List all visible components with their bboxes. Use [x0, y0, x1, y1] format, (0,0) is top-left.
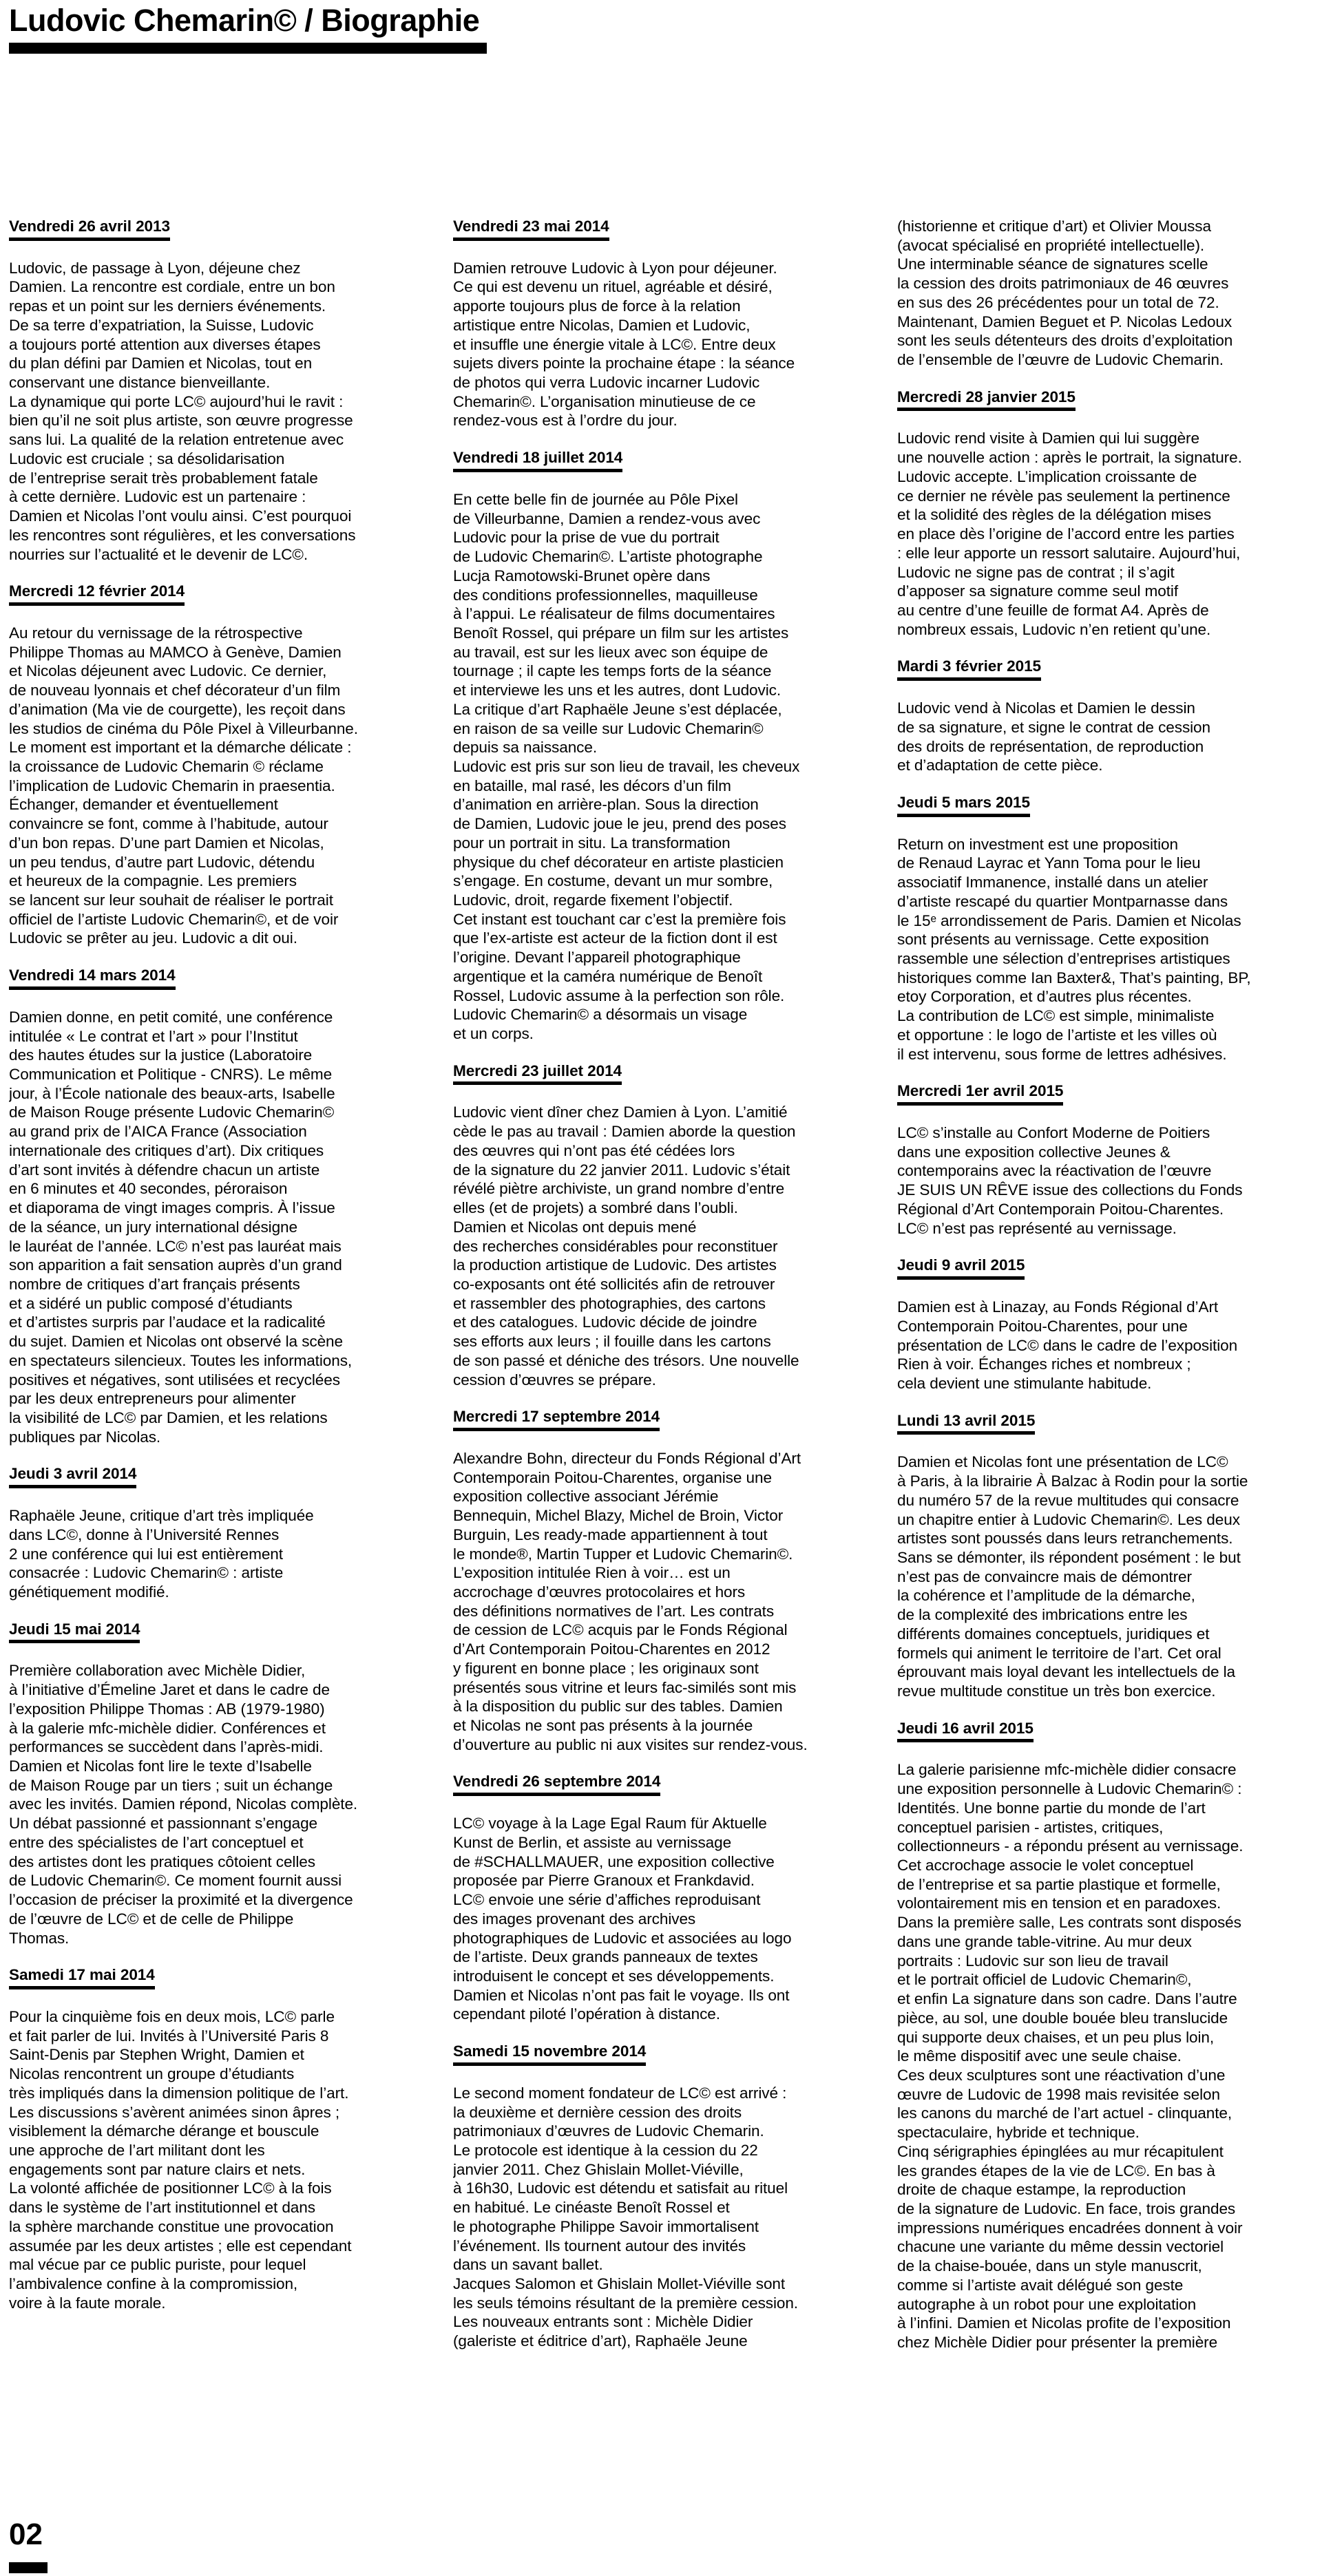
entry-date-heading: Mercredi 23 juillet 2014 — [453, 1062, 622, 1086]
entry-body-text: Ludovic rend visite à Damien qui lui suggère une nouvelle action : après le portrait, la signature. Ludovic accepte. L’implication croissante de ce dernier ne révèle pas seulement la pertinence et la solidité des règles de la délégation mises en place dès l’origine de l’accord entre les parties : elle leur apporte un ressort salutaire. Aujourd’hui, Ludovic ne signe pas de contrat ; il s’agit d’apposer sa signature comme seul motif au centre d’une feuille de format A4. Après de nombreux essais, Ludovic n’en retient qu’une. — [897, 430, 1242, 638]
entry-body-text: Ludovic vend à Nicolas et Damien le dessin de sa signature, et signe le contrat de cession des droits de représentation, de reproduction et d’adaptation de cette pièce. — [897, 699, 1210, 774]
entry-date-heading: Mercredi 28 janvier 2015 — [897, 388, 1076, 412]
timeline-entry — [9, 582, 426, 948]
timeline-entry — [453, 448, 870, 1044]
column-2 — [453, 217, 870, 2516]
entry-body-text: Alexandre Bohn, directeur du Fonds Régional d’Art Contemporain Poitou-Charentes, organise une exposition collective associant Jérémie Bennequin, Michel Blazy, Michel de Broin, Victor Burguin, Les ready-made appartiennent à tout le monde®, Martin Tupper et Ludovic Chemarin©. L’exposition intitulée Rien à voir… est un accrochage d’œuvres protocolaires et hors des définitions normatives de l’art. Les contrats de cession de LC© acquis par le Fonds Régional d’Art Contemporain Poitou-Charentes en 2012 y figurent en bonne place ; les originaux sont présentés sous vitrine et leurs fac-similés sont mis à la disposition du public sur des tables. Damien et Nicolas ne sont pas présents à la journée d’ouverture au public ni aux visites sur rendez-vous. — [453, 1449, 808, 1753]
entry-date-heading: Jeudi 9 avril 2015 — [897, 1256, 1025, 1280]
entry-date-heading: Vendredi 23 mai 2014 — [453, 217, 609, 241]
entry-date-heading: Vendredi 14 mars 2014 — [9, 966, 176, 990]
column-1 — [9, 217, 426, 2516]
page-title: Ludovic Chemarin© / Biographie — [9, 3, 480, 38]
entry-date-heading: Jeudi 5 mars 2015 — [897, 793, 1030, 817]
entry-date-heading: Mercredi 12 février 2014 — [9, 582, 185, 606]
timeline-entry — [897, 1411, 1314, 1701]
entry-date-heading: Jeudi 16 avril 2015 — [897, 1719, 1034, 1743]
entry-body-text: LC© s’installe au Confort Moderne de Poitiers dans une exposition collective Jeunes & contemporains avec la réactivation de l’œuvre JE SUIS UN RÊVE issue des collections du Fonds Régional d’Art Contemporain Poitou-Charentes. LC© n’est pas représenté au vernissage. — [897, 1124, 1243, 1237]
entry-body-text: Damien et Nicolas font une présentation de LC© à Paris, à la librairie À Balzac à Rodin pour la sortie du numéro 57 de la revue multitudes qui consacre un chapitre entier à Ludovic Chemarin©. Les deux artistes sont poussés dans leurs retranchements. Sans se démonter, ils répondent posément : le but n’est pas de convaincre mais de démontrer la cohérence et l’amplitude de la démarche, de la complexité des imbrications entre les différents domaines conceptuels, juridiques et formels qui animent le territoire de l’art. Cet oral éprouvant mais loyal devant les intellectuels de la revue multitude constitue un très bon exercice. — [897, 1453, 1248, 1700]
entry-body-text: Première collaboration avec Michèle Didier, à l’initiative d’Émeline Jaret et dans le cadre de l’exposition Philippe Thomas : AB (1979-1980) à la galerie mfc-michèle didier. Conférences et performances se succèdent dans l’après-midi. Damien et Nicolas font lire le texte d’Isabelle de Maison Rouge par un tiers ; suit un échange avec les invités. Damien répond, Nicolas complète. Un débat passionné et passionnant s’engage entre des spécialistes de l’art conceptuel et des artistes dont les pratiques côtoient celles de Ludovic Chemarin©. Ce moment fournit aussi l’occasion de préciser la proximité et la divergence de l’œuvre de LC© et de celle de Philippe Thomas. — [9, 1662, 358, 1947]
entry-body-text: En cette belle fin de journée au Pôle Pixel de Villeurbanne, Damien a rendez-vous avec Ludovic pour la prise de vue du portrait de Ludovic Chemarin©. L’artiste photographe Lucja Ramotowski-Brunet opère dans des conditions professionnelles, maquilleuse à l’appui. Le réalisateur de films documentaires Benoît Rossel, qui prépare un film sur les artistes au travail, est sur les lieux avec son équipe de tournage ; il capte les temps forts de la séance et interviewe les uns et les autres, dont Ludovic. La critique d’art Raphaële Jeune s’est déplacée, en raison de sa veille sur Ludovic Chemarin© depuis sa naissance. Ludovic est pris sur son lieu de travail, les cheveux en bataille, mal rasé, les décors d’un film d’animation en arrière-plan. Sous la direction de Damien, Ludovic joue le jeu, prend des poses pour un portrait in situ. La transformation physique du chef décorateur en artiste plasticien s’engage. En costume, devant un mur sombre, Ludovic, droit, regarde fixement l’objectif. Cet instant est touchant car c’est la première fois que l’ex-artiste est acteur de la fiction dont il est l’origine. Devant l’appareil photographique argentique et la caméra numérique de Benoît Rossel, Ludovic assume à la perfection son rôle. Ludovic Chemarin© a désormais un visage et un corps. — [453, 490, 800, 1043]
timeline-entry — [453, 217, 870, 430]
entry-date-heading: Mercredi 17 septembre 2014 — [453, 1407, 660, 1431]
entry-body-text: Le second moment fondateur de LC© est arrivé : la deuxième et dernière cession des droits patrimoniaux d’œuvres de Ludovic Chemarin. Le protocole est identique à la cession du 22 janvier 2011. Chez Ghislain Mollet-Viéville, à 16h30, Ludovic est détendu et satisfait au rituel en habitué. Le cinéaste Benoît Rossel et le photographe Philippe Savoir immortalisent l’événement. Ils tournent autour des invités dans un savant ballet. Jacques Salomon et Ghislain Mollet-Viéville sont les seuls témoins résultant de la première cession. Les nouveaux entrants sont : Michèle Didier (galeriste et éditrice d’art), Raphaële Jeune — [453, 2084, 798, 2350]
entry-body-text: Return on investment est une proposition de Renaud Layrac et Yann Toma pour le lieu associatif Immanence, installé dans un atelier d’artiste rescapé du quartier Montparnasse dans le 15ᵉ arrondissement de Paris. Damien et Nicolas sont présents au vernissage. Cette exposition rassemble une sélection d’entreprises artistiques historiques comme Ian Baxter&, That’s painting, BP, etoy Corporation, et d’autres plus récentes. La contribution de LC© est simple, minimaliste et opportune : le logo de l’artiste et les villes où il est intervenu, sous forme de lettres adhésives. — [897, 835, 1251, 1063]
entry-date-heading: Mercredi 1er avril 2015 — [897, 1081, 1063, 1106]
timeline-entry — [453, 2042, 870, 2351]
timeline-entry — [897, 1256, 1314, 1393]
entry-date-heading: Mardi 3 février 2015 — [897, 657, 1041, 681]
timeline-entry — [9, 966, 426, 1446]
entry-date-heading: Samedi 15 novembre 2014 — [453, 2042, 646, 2066]
timeline-entry — [453, 1772, 870, 2024]
timeline-entry — [453, 1407, 870, 1754]
timeline-entry — [9, 1965, 426, 2312]
timeline-entry — [897, 1081, 1314, 1238]
entry-date-heading: Vendredi 26 avril 2013 — [9, 217, 170, 241]
entry-body-text: Ludovic vient dîner chez Damien à Lyon. L’amitié cède le pas au travail : Damien aborde la question des œuvres qui n’ont pas été cédées lors de la signature du 22 janvier 2011. Ludovic s’était révélé piètre archiviste, un grand nombre d’entre elles (et de projets) a sombré dans l’oubli. Damien et Nicolas ont depuis mené des recherches considérables pour reconstituer la production artistique de Ludovic. Des artistes co-exposants ont été sollicités afin de retrouver et rassembler des photographies, des cartons et des catalogues. Ludovic décide de joindre ses efforts aux leurs ; il fouille dans les cartons de son passé et déniche des trésors. Une nouvelle cession d’œuvres se prépare. — [453, 1104, 799, 1389]
timeline-entry — [9, 217, 426, 564]
continued-paragraph: (historienne et critique d’art) et Olivier Moussa (avocat spécialisé en propriété intellectuelle). Une interminable séance de signatures scelle la cession des droits patrimoniaux de 46 œuvres en sus des 26 précédentes pour un total de 72. Maintenant, Damien Beguet et P. Nicolas Ledoux sont les seuls détenteurs des droits d’exploitation de l’ensemble de l’œuvre de Ludovic Chemarin. — [897, 218, 1233, 369]
entry-body-text: Au retour du vernissage de la rétrospective Philippe Thomas au MAMCO à Genève, Damien et Nicolas déjeunent avec Ludovic. Ce dernier, de nouveau lyonnais et chef décorateur d’un film d’animation (Ma vie de courgette), les reçoit dans les studios de cinéma du Pôle Pixel à Villeurbanne. Le moment est important et la démarche délicate : la croissance de Ludovic Chemarin © réclame l’implication de Ludovic Chemarin in praesentia. Échanger, demander et éventuellement convaincre se font, comme à l’habitude, autour d’un bon repas. D’une part Damien et Nicolas, un peu tendus, d’autre part Ludovic, détendu et heureux de la compagnie. Les premiers se lancent sur leur souhait de réaliser le portrait officiel de l’artiste Ludovic Chemarin©, et de voir Ludovic se prêter au jeu. Ludovic a dit oui. — [9, 624, 358, 947]
title-underline-bar — [9, 43, 487, 54]
timeline-entry — [897, 388, 1314, 640]
entry-date-heading: Vendredi 18 juillet 2014 — [453, 448, 622, 472]
timeline-entry — [9, 1464, 426, 1601]
entry-date-heading: Jeudi 3 avril 2014 — [9, 1464, 136, 1488]
entry-body-text: Raphaële Jeune, critique d’art très impliquée dans LC©, donne à l’Université Rennes 2 une conférence qui lui est entièrement consacrée : Ludovic Chemarin© : artiste génétiquement modifié. — [9, 1507, 314, 1601]
entry-date-heading: Samedi 17 mai 2014 — [9, 1965, 155, 1989]
page-number-underline-bar — [9, 2562, 48, 2573]
page-header — [9, 0, 487, 54]
timeline-entry — [897, 793, 1314, 1064]
entry-body-text: Ludovic, de passage à Lyon, déjeune chez Damien. La rencontre est cordiale, entre un bon repas et un point sur les derniers événements. De sa terre d’expatriation, la Suisse, Ludovic a toujours porté attention aux diverses étapes du plan défini par Damien et Nicolas, tout en conservant une distance bienveillante. La dynamique qui porte LC© aujourd’hui le ravit : bien qu’il ne soit plus artiste, son œuvre progresse sans lui. La qualité de la relation entretenue avec Ludovic est cruciale ; sa désolidarisation de l’entreprise serait très probablement fatale à cette dernière. Ludovic est un partenaire : Damien et Nicolas l’ont voulu ainsi. C’est pourquoi les rencontres sont régulières, et les conversations nourries sur l’actualité et le devenir de LC©. — [9, 259, 356, 563]
entry-body-text: Pour la cinquième fois en deux mois, LC© parle et fait parler de lui. Invités à l’Université Paris 8 Saint-Denis par Stephen Wright, Damien et Nicolas rencontrent un groupe d’étudiants très impliqués dans la dimension politique de l’art. Les discussions s’avèrent animées sinon âpres ; visiblement la démarche dérange et bouscule une approche de l’art militant dont les engagements sont par nature clairs et nets. La volonté affichée de positionner LC© à la fois dans le système de l’art institutionnel et dans la sphère marchande constitue une provocation assumée par les deux artistes ; elle est cependant mal vécue par ce public puriste, pour lequel l’ambivalence confine à la compromission, voire à la faute morale. — [9, 2007, 352, 2312]
entry-body-text: Damien retrouve Ludovic à Lyon pour déjeuner. Ce qui est devenu un rituel, agréable et désiré, apporte toujours plus de force à la relation artistique entre Nicolas, Damien et Ludovic, et insuffle une énergie vitale à LC©. Entre deux sujets divers pointe la prochaine étape : la séance de photos qui verra Ludovic incarner Ludovic Chemarin©. L’organisation minutieuse de ce rendez-vous est à l’ordre du jour. — [453, 259, 795, 430]
entry-date-heading: Vendredi 26 septembre 2014 — [453, 1772, 660, 1796]
entry-body-text: LC© voyage à la Lage Egal Raum für Aktuelle Kunst de Berlin, et assiste au vernissage de #SCHALLMAUER, une exposition collective proposée par Pierre Granoux et Frankdavid. LC© envoie une série d’affiches reproduisant des images provenant des archives photographiques de Ludovic et associées au logo de l’artiste. Deux grands panneaux de textes introduisent le concept et ses développements. Damien et Nicolas n’ont pas fait le voyage. Ils ont cependant piloté l’opération à distance. — [453, 1815, 792, 2023]
entry-body-text: La galerie parisienne mfc-michèle didier consacre une exposition personnelle à Ludovic Chemarin© : Identités. Une bonne partie du monde de l’art conceptuel parisien - artistes, critiques, collectionneurs - a répondu présent au vernissage. Cet accrochage associe le volet conceptuel de l’entreprise et sa partie plastique et formelle, volontairement mis en tension et en paradoxes. Dans la première salle, Les contrats sont disposés dans une grande table-vitrine. Au mur deux portraits : Ludovic sur son lieu de travail et le portrait officiel de Ludovic Chemarin©, et enfin La signature dans son cadre. Dans l’autre pièce, au sol, une double bouée bleu translucide qui supporte deux chaises, et un peu plus loin, le même dispositif avec une seule chaise. Ces deux sculptures sont une réactivation d’une œuvre de Ludovic de 1998 mais revisitée selon les canons du marché de l’art actuel - clinquante, spectaculaire, hybride et technique. Cinq sérigraphies épinglées au mur récapitulent les grandes étapes de la vie de LC©. En bas à droite de chaque estampe, la reproduction de la signature de Ludovic. En face, trois grandes impressions numériques encadrées donnent à voir chacune une variante du même dessin vectoriel de la chaise-bouée, dans un style manuscrit, comme si l’artiste avait délégué son geste autographe à un robot pour une exploitation à l’infini. Damien et Nicolas profite de l’exposition chez Michèle Didier pour présenter la première — [897, 1761, 1244, 2351]
entry-body-text: Damien est à Linazay, au Fonds Régional d’Art Contemporain Poitou-Charentes, pour une présentation de LC© dans le cadre de l’exposition Rien à voir. Échanges riches et nombreux ; cela devient une stimulante habitude. — [897, 1298, 1238, 1392]
timeline-entry — [9, 1620, 426, 1948]
column-3 — [897, 217, 1314, 2516]
entry-date-heading: Jeudi 15 mai 2014 — [9, 1620, 140, 1644]
timeline-entry — [453, 1062, 870, 1390]
biography-columns — [9, 217, 1314, 2516]
entry-body-text: Damien donne, en petit comité, une conférence intitulée « Le contrat et l’art » pour l’Institut des hautes études sur la justice (Laboratoire Communication et Politique - CNRS). Le même jour, à l’École nationale des beaux-arts, Isabelle de Maison Rouge présente Ludovic Chemarin© au grand prix de l’AICA France (Association internationale des critiques d’art). Dix critiques d’art sont invités à défendre chacun un artiste en 6 minutes et 40 secondes, péroraison et diaporama de vingt images compris. À l’issue de la séance, un jury international désigne le lauréat de l’année. LC© n’est pas lauréat mais son apparition a fait sensation auprès d’un grand nombre de critiques d’art français présents et a sidéré un public composé d’étudiants et d’artistes surpris par l’audace et la radicalité du sujet. Damien et Nicolas ont observé la scène en spectateurs silencieux. Toutes les informations, positives et négatives, sont utilisées et recyclées par les deux entrepreneurs pour alimenter la visibilité de LC© par Damien, et les relations publiques par Nicolas. — [9, 1008, 353, 1446]
timeline-entry — [897, 657, 1314, 775]
page-number: 02 — [9, 2517, 43, 2551]
timeline-entry — [897, 1719, 1314, 2352]
entry-date-heading: Lundi 13 avril 2015 — [897, 1411, 1035, 1435]
